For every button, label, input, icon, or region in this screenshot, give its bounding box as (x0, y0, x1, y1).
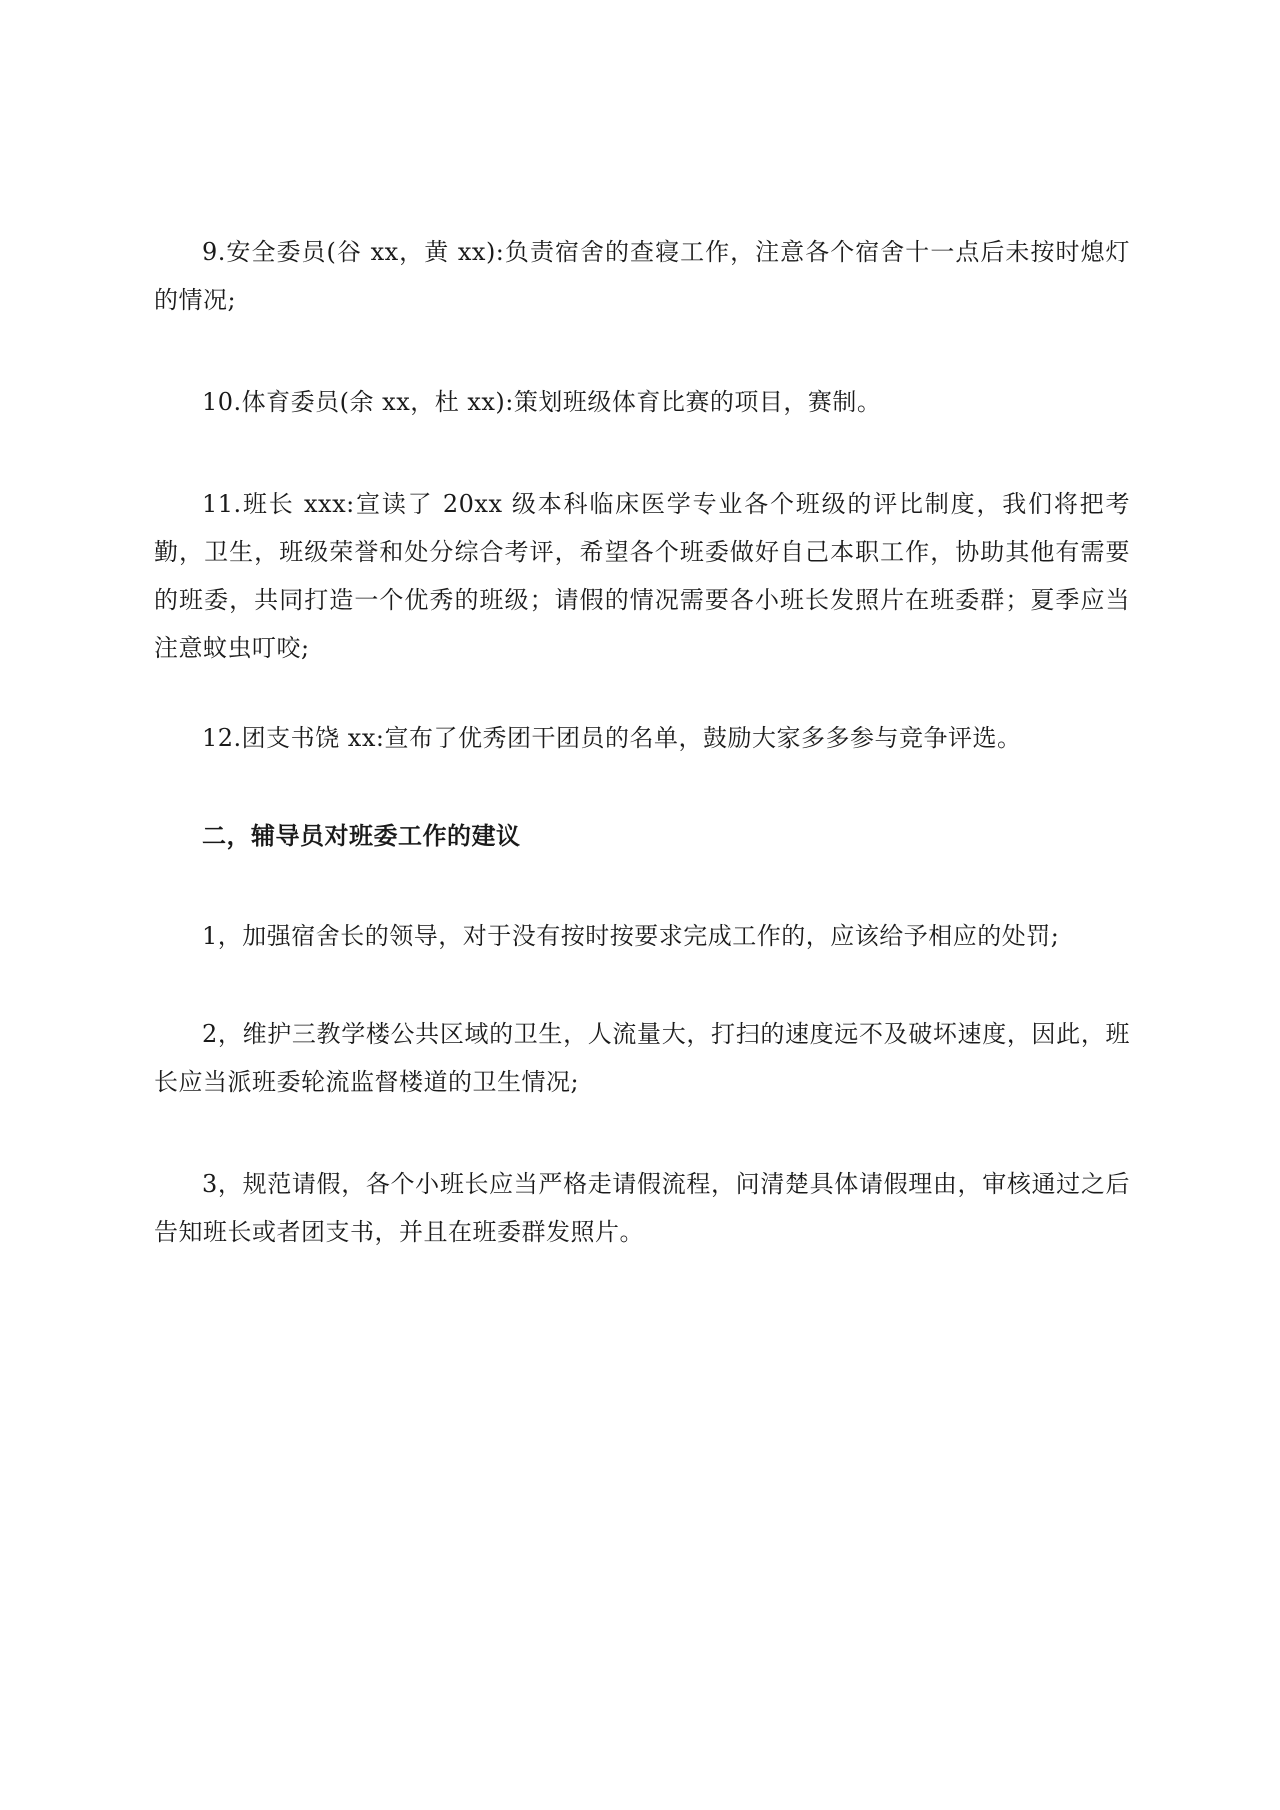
paragraph-safety-committee: 9.安全委员(谷 xx，黄 xx):负责宿舍的查寝工作，注意各个宿舍十一点后未按时熄灯的情况; (154, 238, 1130, 314)
suggestion-item: 3，规范请假，各个小班长应当严格走请假流程，问清楚具体请假理由，审核通过之后告知班长或者团支书，并且在班委群发照片。 (154, 1170, 1130, 1246)
paragraph-class-monitor: 11.班长 xxx:宣读了 20xx 级本科临床医学专业各个班级的评比制度，我们将把考勤，卫生，班级荣誉和处分综合考评，希望各个班委做好自己本职工作，协助其他有需要的班委，共同打造一个优秀的班级；请假的情况需要各小班长发照片在班委群；夏季应当注意蚊虫叮咬; (154, 490, 1130, 662)
suggestion-item: 1，加强宿舍长的领导，对于没有按时按要求完成工作的，应该给予相应的处罚; (202, 922, 1060, 950)
suggestion-item: 2，维护三教学楼公共区域的卫生，人流量大，打扫的速度远不及破坏速度，因此，班长应当派班委轮流监督楼道的卫生情况; (154, 1020, 1130, 1096)
paragraph-league-secretary: 12.团支书饶 xx:宣布了优秀团干团员的名单，鼓励大家多多参与竞争评选。 (202, 724, 1022, 752)
section-heading: 二，辅导员对班委工作的建议 (202, 821, 521, 850)
paragraph-sports-committee: 10.体育委员(余 xx，杜 xx):策划班级体育比赛的项目，赛制。 (202, 388, 882, 416)
